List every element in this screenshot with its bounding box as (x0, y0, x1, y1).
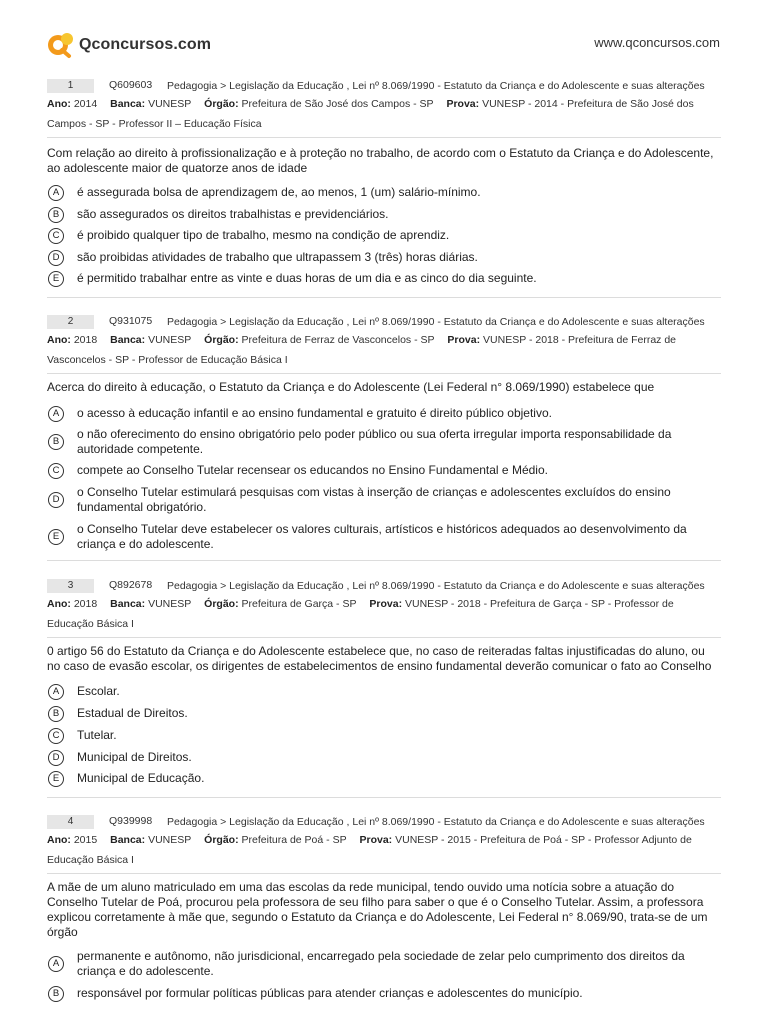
question-stem: 0 artigo 56 do Estatuto da Criança e do Adolescente estabelece que, no caso de reiteradas faltas injustificadas do aluno, ou no caso de evasão escolar, os dirigentes de estabelecimentos de ensino fundamental deverão comunicar o fato ao Conselho (47, 644, 712, 673)
option-text: permanente e autônomo, não jurisdicional, encarregado pela sociedade de zelar pelo cumprimento dos direitos da criança e do adolescente. (77, 949, 685, 978)
site-logo[interactable] (47, 31, 211, 59)
prova-value: VUNESP - 2015 - Prefeitura de Poá - SP - Professor Adjunto de Educação Básica I (47, 834, 692, 866)
option-letter: C (48, 228, 64, 244)
prova-value: VUNESP - 2014 - Prefeitura de São José dos Campos - SP - Professor II – Educação Física (47, 98, 694, 130)
question-info (47, 830, 721, 870)
ano-value: 2018 (73, 598, 98, 610)
option-letter: D (48, 250, 64, 266)
banca-label: Banca: (110, 598, 146, 610)
option-text: são proibidas atividades de trabalho que ultrapassem 3 (três) horas diárias. (77, 250, 478, 264)
option-text: Tutelar. (77, 728, 117, 742)
question-subject-path: Pedagogia > Legislação da Educação , Lei nº 8.069/1990 - Estatuto da Criança e do Adolescente e suas alterações (167, 816, 705, 828)
question-id[interactable]: Q939998 (109, 815, 153, 827)
option-text: responsável por formular políticas públicas para atender crianças e adolescentes do município. (77, 986, 583, 1000)
option-letter: A (48, 684, 64, 700)
option-letter: D (48, 750, 64, 766)
orgao-label: Órgão: (204, 334, 239, 346)
orgao-label: Órgão: (204, 834, 239, 846)
question-info (47, 94, 721, 134)
divider (47, 297, 721, 298)
question-1 (47, 79, 721, 285)
question-meta (47, 579, 721, 639)
option-letter: C (48, 463, 64, 479)
prova-value: VUNESP - 2018 - Prefeitura de Garça - SP - Professor de Educação Básica I (47, 598, 674, 630)
ano-value: 2015 (73, 834, 98, 846)
page-header (0, 0, 768, 70)
banca-value: VUNESP (148, 598, 192, 610)
divider (47, 637, 721, 638)
ano-value: 2014 (73, 98, 98, 110)
option-text: o Conselho Tutelar estimulará pesquisas com vistas à inserção de crianças e adolescentes excluídos do ensino fundamental obrigatório. (77, 485, 671, 514)
option-letter: A (48, 185, 64, 201)
orgao-value: Prefeitura de Garça - SP (241, 598, 357, 610)
divider (47, 873, 721, 874)
banca-value: VUNESP (148, 834, 192, 846)
option-text: compete ao Conselho Tutelar recensear os educandos no Ensino Fundamental e Médio. (77, 463, 548, 477)
option-letter: C (48, 728, 64, 744)
question-stem: Acerca do direito à educação, o Estatuto da Criança e do Adolescente (Lei Federal n° 8.069/1990) estabelece que (47, 380, 655, 394)
prova-value: VUNESP - 2018 - Prefeitura de Ferraz de Vasconcelos - SP - Professor de Educação Básica I (47, 334, 677, 366)
option-text: é permitido trabalhar entre as vinte e duas horas de um dia e as cinco do dia seguinte. (77, 271, 537, 285)
option-text: o não oferecimento do ensino obrigatório pelo poder público ou sua oferta irregular importa responsabilidade da autoridade competente. (77, 427, 672, 456)
option-text: o Conselho Tutelar deve estabelecer os valores culturais, artísticos e históricos adequados ao desenvolvimento da criança e do adolescente. (77, 522, 687, 551)
prova-label: Prova: (369, 598, 403, 610)
banca-label: Banca: (110, 834, 146, 846)
question-meta (47, 79, 721, 139)
question-stem: A mãe de um aluno matriculado em uma das escolas da rede municipal, tendo ouvido uma notícia sobre a atuação do Conselho Tutelar de Poá, procurou pela professora de seu filho para saber o que é o Conselho Tutelar. Assim, a professora explicou corretamente à mãe que, segundo o Estatuto da Criança e do Adolescente, Lei Federal n° 8.069/90, trata-se de um órgão (47, 880, 708, 939)
question-number: 3 (47, 579, 94, 593)
banca-label: Banca: (110, 98, 146, 110)
orgao-value: Prefeitura de São José dos Campos - SP (241, 98, 434, 110)
option-letter: E (48, 529, 64, 545)
option-text: é proibido qualquer tipo de trabalho, mesmo na condição de aprendiz. (77, 228, 450, 242)
ano-label: Ano: (47, 98, 71, 110)
divider (47, 797, 721, 798)
ano-label: Ano: (47, 834, 71, 846)
banca-label: Banca: (110, 334, 146, 346)
question-subject-path: Pedagogia > Legislação da Educação , Lei nº 8.069/1990 - Estatuto da Criança e do Adolescente e suas alterações (167, 80, 705, 92)
question-meta (47, 815, 721, 875)
question-id[interactable]: Q931075 (109, 315, 153, 327)
option-letter: B (48, 706, 64, 722)
option-text: Municipal de Educação. (77, 771, 205, 785)
option-letter: D (48, 492, 64, 508)
option-letter: B (48, 986, 64, 1002)
option-letter: A (48, 956, 64, 972)
option-text: o acesso à educação infantil e ao ensino fundamental e gratuito é direito público objetivo. (77, 406, 552, 420)
banca-value: VUNESP (148, 98, 192, 110)
banca-value: VUNESP (148, 334, 192, 346)
question-subject-path: Pedagogia > Legislação da Educação , Lei nº 8.069/1990 - Estatuto da Criança e do Adolescente e suas alterações (167, 316, 705, 328)
option-text: Estadual de Direitos. (77, 706, 188, 720)
orgao-label: Órgão: (204, 98, 239, 110)
site-url[interactable]: www.qconcursos.com (594, 35, 720, 50)
question-id[interactable]: Q892678 (109, 579, 153, 591)
ano-value: 2018 (73, 334, 98, 346)
question-2 (47, 315, 721, 551)
question-4 (47, 815, 721, 1000)
question-info (47, 330, 721, 370)
prova-label: Prova: (446, 98, 480, 110)
option-letter: B (48, 434, 64, 450)
orgao-value: Prefeitura de Ferraz de Vasconcelos - SP (241, 334, 435, 346)
logo-text: Qconcursos.com (79, 36, 212, 53)
prova-label: Prova: (359, 834, 393, 846)
question-subject-path: Pedagogia > Legislação da Educação , Lei nº 8.069/1990 - Estatuto da Criança e do Adolescente e suas alterações (167, 580, 705, 592)
option-text: é assegurada bolsa de aprendizagem de, ao menos, 1 (um) salário-mínimo. (77, 185, 481, 199)
option-text: são assegurados os direitos trabalhistas e previdenciários. (77, 207, 389, 221)
ano-label: Ano: (47, 598, 71, 610)
question-info (47, 594, 721, 634)
question-3 (47, 579, 721, 785)
option-text: Municipal de Direitos. (77, 750, 192, 764)
question-id[interactable]: Q609603 (109, 79, 153, 91)
option-letter: B (48, 207, 64, 223)
orgao-label: Órgão: (204, 598, 239, 610)
question-number: 4 (47, 815, 94, 829)
divider (47, 137, 721, 138)
divider (47, 560, 721, 561)
option-letter: E (48, 271, 64, 287)
qconcursos-logo-icon (47, 31, 75, 59)
question-meta (47, 315, 721, 375)
prova-label: Prova: (447, 334, 481, 346)
ano-label: Ano: (47, 334, 71, 346)
option-letter: E (48, 771, 64, 787)
option-text: Escolar. (77, 684, 120, 698)
question-number: 2 (47, 315, 94, 329)
divider (47, 373, 721, 374)
orgao-value: Prefeitura de Poá - SP (241, 834, 347, 846)
question-stem: Com relação ao direito à profissionalização e à proteção no trabalho, de acordo com o Estatuto da Criança e do Adolescente, ao adolescente maior de quatorze anos de idade (47, 146, 714, 175)
option-letter: A (48, 406, 64, 422)
question-number: 1 (47, 79, 94, 93)
